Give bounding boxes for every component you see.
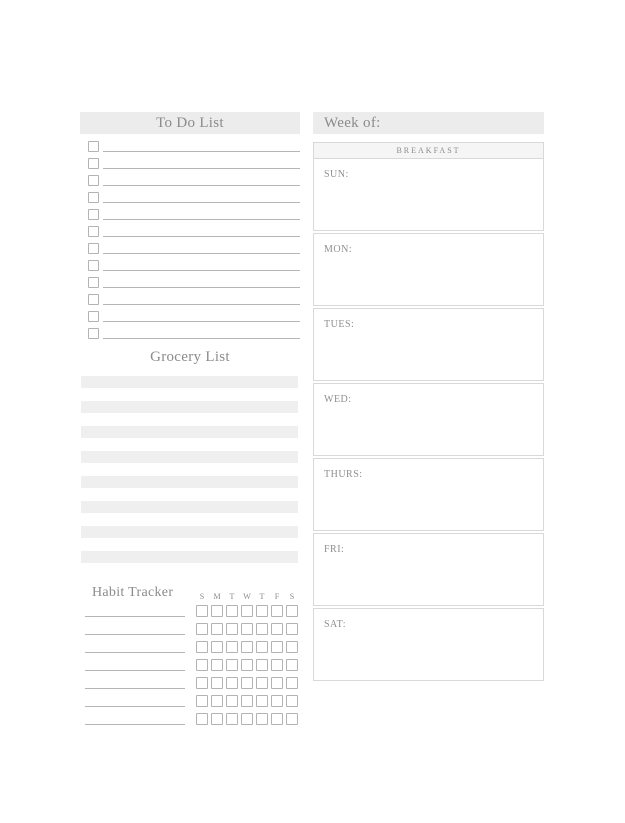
habit-checkbox[interactable] xyxy=(256,605,268,617)
habit-checkbox[interactable] xyxy=(286,605,298,617)
habit-day-initial: S xyxy=(199,592,205,601)
todo-writing-line[interactable] xyxy=(103,209,300,220)
habit-checkbox[interactable] xyxy=(241,605,253,617)
habit-checkbox[interactable] xyxy=(196,713,208,725)
todo-writing-line[interactable] xyxy=(103,141,300,152)
habit-checkbox[interactable] xyxy=(211,605,223,617)
habit-checkbox[interactable] xyxy=(211,677,223,689)
habit-checkbox[interactable] xyxy=(256,659,268,671)
meal-day-cell[interactable] xyxy=(313,608,544,681)
meal-day-cell[interactable] xyxy=(313,533,544,606)
todo-writing-line[interactable] xyxy=(103,294,300,305)
habit-checkbox[interactable] xyxy=(271,713,283,725)
habit-day-initial: T xyxy=(229,592,235,601)
meal-day-label: TUES: xyxy=(324,319,355,330)
habit-checkbox[interactable] xyxy=(241,641,253,653)
todo-row xyxy=(88,311,300,328)
todo-checkbox[interactable] xyxy=(88,277,99,288)
todo-checkbox[interactable] xyxy=(88,294,99,305)
habit-checkbox[interactable] xyxy=(241,623,253,635)
habit-name-line[interactable] xyxy=(85,605,185,617)
meal-day-label: SAT: xyxy=(324,619,347,630)
todo-row xyxy=(88,226,300,243)
grocery-row[interactable] xyxy=(81,451,298,463)
meal-day-cell[interactable] xyxy=(313,308,544,381)
habit-checkbox[interactable] xyxy=(211,659,223,671)
habit-name-line[interactable] xyxy=(85,659,185,671)
meal-day-label: WED: xyxy=(324,394,352,405)
habit-grid xyxy=(85,605,298,731)
habit-checkbox[interactable] xyxy=(211,641,223,653)
meal-day-list xyxy=(313,158,544,683)
todo-checkbox[interactable] xyxy=(88,260,99,271)
habit-row xyxy=(85,713,298,731)
habit-checkbox[interactable] xyxy=(271,659,283,671)
habit-checkbox[interactable] xyxy=(256,623,268,635)
todo-list xyxy=(88,141,300,345)
habit-checkbox[interactable] xyxy=(226,713,238,725)
habit-checkbox-group xyxy=(196,641,298,653)
todo-writing-line[interactable] xyxy=(103,243,300,254)
habit-checkbox[interactable] xyxy=(241,695,253,707)
grocery-list xyxy=(81,376,298,576)
todo-row xyxy=(88,192,300,209)
todo-checkbox[interactable] xyxy=(88,141,99,152)
habit-name-line[interactable] xyxy=(85,713,185,725)
habit-day-header xyxy=(196,592,298,601)
habit-checkbox[interactable] xyxy=(211,623,223,635)
todo-row xyxy=(88,294,300,311)
meal-day-cell[interactable] xyxy=(313,158,544,231)
todo-checkbox[interactable] xyxy=(88,226,99,237)
habit-checkbox[interactable] xyxy=(241,659,253,671)
habit-checkbox[interactable] xyxy=(256,713,268,725)
todo-writing-line[interactable] xyxy=(103,260,300,271)
grocery-row[interactable] xyxy=(81,376,298,388)
habit-checkbox[interactable] xyxy=(226,641,238,653)
meal-day-cell[interactable] xyxy=(313,233,544,306)
week-of-title: Week of: xyxy=(324,115,381,131)
todo-row xyxy=(88,243,300,260)
breakfast-header-label: BREAKFAST xyxy=(396,146,461,155)
habit-name-line[interactable] xyxy=(85,641,185,653)
habit-checkbox[interactable] xyxy=(196,605,208,617)
habit-row xyxy=(85,659,298,677)
habit-checkbox[interactable] xyxy=(271,677,283,689)
grocery-row[interactable] xyxy=(81,501,298,513)
habit-tracker-title: Habit Tracker xyxy=(92,585,174,600)
meal-day-label: FRI: xyxy=(324,544,345,555)
todo-writing-line[interactable] xyxy=(103,226,300,237)
breakfast-column-header xyxy=(313,142,544,159)
habit-day-initial: F xyxy=(274,592,280,601)
habit-checkbox[interactable] xyxy=(196,695,208,707)
todo-writing-line[interactable] xyxy=(103,311,300,322)
habit-row xyxy=(85,641,298,659)
grocery-row[interactable] xyxy=(81,551,298,563)
habit-row xyxy=(85,623,298,641)
todo-row xyxy=(88,277,300,294)
todo-writing-line[interactable] xyxy=(103,277,300,288)
habit-day-initial: T xyxy=(259,592,265,601)
habit-checkbox[interactable] xyxy=(226,605,238,617)
meal-day-cell[interactable] xyxy=(313,383,544,456)
todo-writing-line[interactable] xyxy=(103,328,300,339)
habit-checkbox-group xyxy=(196,623,298,635)
todo-writing-line[interactable] xyxy=(103,192,300,203)
habit-checkbox[interactable] xyxy=(286,623,298,635)
todo-checkbox[interactable] xyxy=(88,158,99,169)
habit-checkbox-group xyxy=(196,659,298,671)
grocery-row[interactable] xyxy=(81,401,298,413)
habit-day-initial: S xyxy=(289,592,295,601)
habit-checkbox[interactable] xyxy=(226,659,238,671)
habit-checkbox[interactable] xyxy=(256,641,268,653)
habit-checkbox[interactable] xyxy=(211,695,223,707)
habit-checkbox-group xyxy=(196,677,298,689)
habit-name-line[interactable] xyxy=(85,623,185,635)
todo-checkbox[interactable] xyxy=(88,311,99,322)
todo-row xyxy=(88,209,300,226)
habit-name-line[interactable] xyxy=(85,695,185,707)
todo-checkbox[interactable] xyxy=(88,328,99,339)
todo-checkbox[interactable] xyxy=(88,175,99,186)
habit-row xyxy=(85,677,298,695)
todo-row xyxy=(88,141,300,158)
habit-checkbox[interactable] xyxy=(241,677,253,689)
habit-checkbox-group xyxy=(196,605,298,617)
habit-checkbox[interactable] xyxy=(196,623,208,635)
habit-checkbox[interactable] xyxy=(271,641,283,653)
meal-day-cell[interactable] xyxy=(313,458,544,531)
week-header-bar xyxy=(313,112,544,134)
habit-checkbox[interactable] xyxy=(286,641,298,653)
habit-checkbox[interactable] xyxy=(196,677,208,689)
habit-checkbox[interactable] xyxy=(286,713,298,725)
meal-day-label: THURS: xyxy=(324,469,363,480)
todo-checkbox[interactable] xyxy=(88,209,99,220)
todo-title: To Do List xyxy=(156,115,224,131)
todo-row xyxy=(88,175,300,192)
habit-checkbox[interactable] xyxy=(211,713,223,725)
habit-checkbox[interactable] xyxy=(271,605,283,617)
habit-checkbox[interactable] xyxy=(271,623,283,635)
todo-row xyxy=(88,328,300,345)
habit-checkbox[interactable] xyxy=(241,713,253,725)
meal-day-label: MON: xyxy=(324,244,353,255)
grocery-row[interactable] xyxy=(81,426,298,438)
habit-name-line[interactable] xyxy=(85,677,185,689)
habit-checkbox-group xyxy=(196,713,298,725)
meal-day-label: SUN: xyxy=(324,169,349,180)
habit-checkbox[interactable] xyxy=(196,641,208,653)
todo-row xyxy=(88,158,300,175)
habit-checkbox[interactable] xyxy=(226,623,238,635)
todo-header-bar xyxy=(80,112,300,134)
todo-checkbox[interactable] xyxy=(88,243,99,254)
grocery-row[interactable] xyxy=(81,476,298,488)
habit-checkbox[interactable] xyxy=(286,677,298,689)
habit-checkbox[interactable] xyxy=(256,677,268,689)
todo-checkbox[interactable] xyxy=(88,192,99,203)
habit-row xyxy=(85,605,298,623)
habit-checkbox[interactable] xyxy=(286,695,298,707)
habit-checkbox[interactable] xyxy=(286,659,298,671)
todo-writing-line[interactable] xyxy=(103,175,300,186)
habit-checkbox[interactable] xyxy=(226,695,238,707)
habit-checkbox[interactable] xyxy=(271,695,283,707)
habit-row xyxy=(85,695,298,713)
grocery-list-title: Grocery List xyxy=(150,349,230,365)
habit-checkbox[interactable] xyxy=(226,677,238,689)
habit-checkbox[interactable] xyxy=(256,695,268,707)
todo-writing-line[interactable] xyxy=(103,158,300,169)
habit-day-initial: W xyxy=(243,592,251,601)
grocery-row[interactable] xyxy=(81,526,298,538)
habit-checkbox[interactable] xyxy=(196,659,208,671)
habit-checkbox-group xyxy=(196,695,298,707)
habit-day-initial: M xyxy=(213,592,221,601)
todo-row xyxy=(88,260,300,277)
